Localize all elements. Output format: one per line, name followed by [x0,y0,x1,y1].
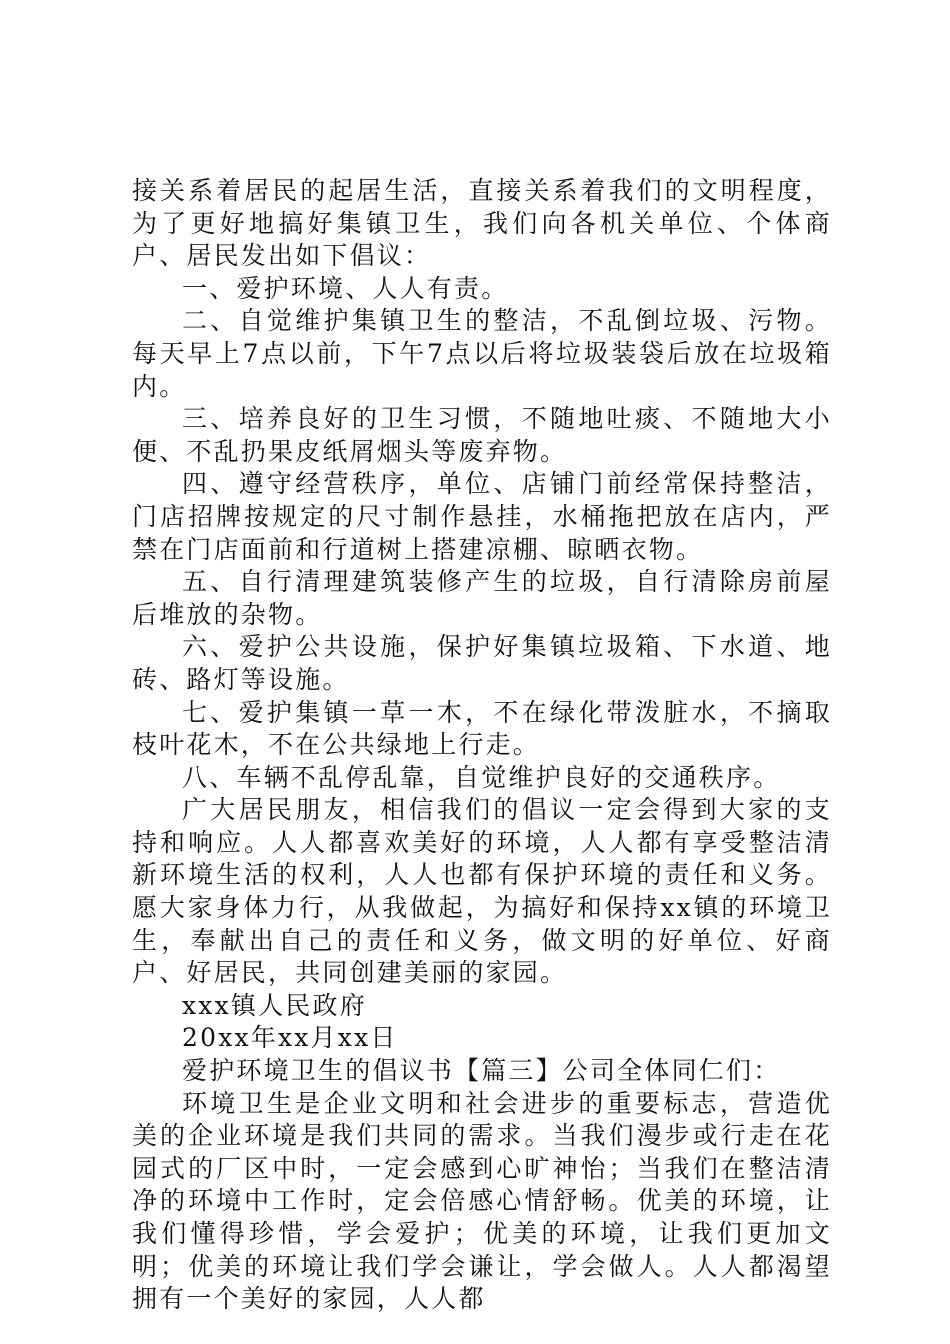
paragraph-section-three: 环境卫生是企业文明和社会进步的重要标志，营造优美的企业环境是我们共同的需求。当我们漫步或行走在花园式的厂区中时，一定会感到心旷神怡；当我们在整洁清净的环境中工作时，定会倍感心情舒畅。优美的环境，让我们懂得珍惜，学会爱护；优美的环境，让我们更加文明；优美的环境让我们学会谦让，学会做人。人人都渴望拥有一个美好的家园，人人都 [132,1088,832,1314]
signature-date: 20xx年xx月xx日 [182,1023,398,1053]
paragraph-appeal: 广大居民朋友，相信我们的倡议一定会得到大家的支持和响应。人人都喜欢美好的环境，人人都有享受整洁清新环境生活的权利，人人也都有保护环境的责任和义务。愿大家身体力行，从我做起，为搞好和保持xx镇的环境卫生，奉献出自己的责任和义务，做文明的好单位、好商户、好居民，共同创建美丽的家园。 [132,795,832,988]
section-heading: 爱护环境卫生的倡议书【篇三】公司全体同仁们： [182,1056,781,1086]
signature-organization: xxx镇人民政府 [182,990,367,1020]
paragraph-item-1: 一、爱护环境、人人有责。 [182,273,509,303]
paragraph-item-2: 二、自觉维护集镇卫生的整洁，不乱倒垃圾、污物。每天早上7点以前，下午7点以后将垃圾装袋后放在垃圾箱内。 [132,306,832,401]
paragraph-item-5: 五、自行清理建筑装修产生的垃圾，自行清除房前屋后堆放的杂物。 [132,567,832,629]
paragraph-item-6: 六、爱护公共设施，保护好集镇垃圾箱、下水道、地砖、路灯等设施。 [132,632,832,694]
paragraph-intro: 接关系着居民的起居生活，直接关系着我们的文明程度，为了更好地搞好集镇卫生，我们向各机关单位、个体商户、居民发出如下倡议： [132,176,832,271]
paragraph-item-3: 三、培养良好的卫生习惯，不随地吐痰、不随地大小便、不乱扔果皮纸屑烟头等废弃物。 [132,404,832,466]
paragraph-item-7: 七、爱护集镇一草一木，不在绿化带泼脏水，不摘取枝叶花木，不在公共绿地上行走。 [132,697,832,760]
paragraph-item-8: 八、车辆不乱停乱靠，自觉维护良好的交通秩序。 [182,762,781,792]
paragraph-item-4: 四、遵守经营秩序，单位、店铺门前经常保持整洁，门店招牌按规定的尺寸制作悬挂，水桶拖把放在店内，严禁在门店面前和行道树上搭建凉棚、晾晒衣物。 [132,469,832,564]
document-body [132,175,832,1316]
